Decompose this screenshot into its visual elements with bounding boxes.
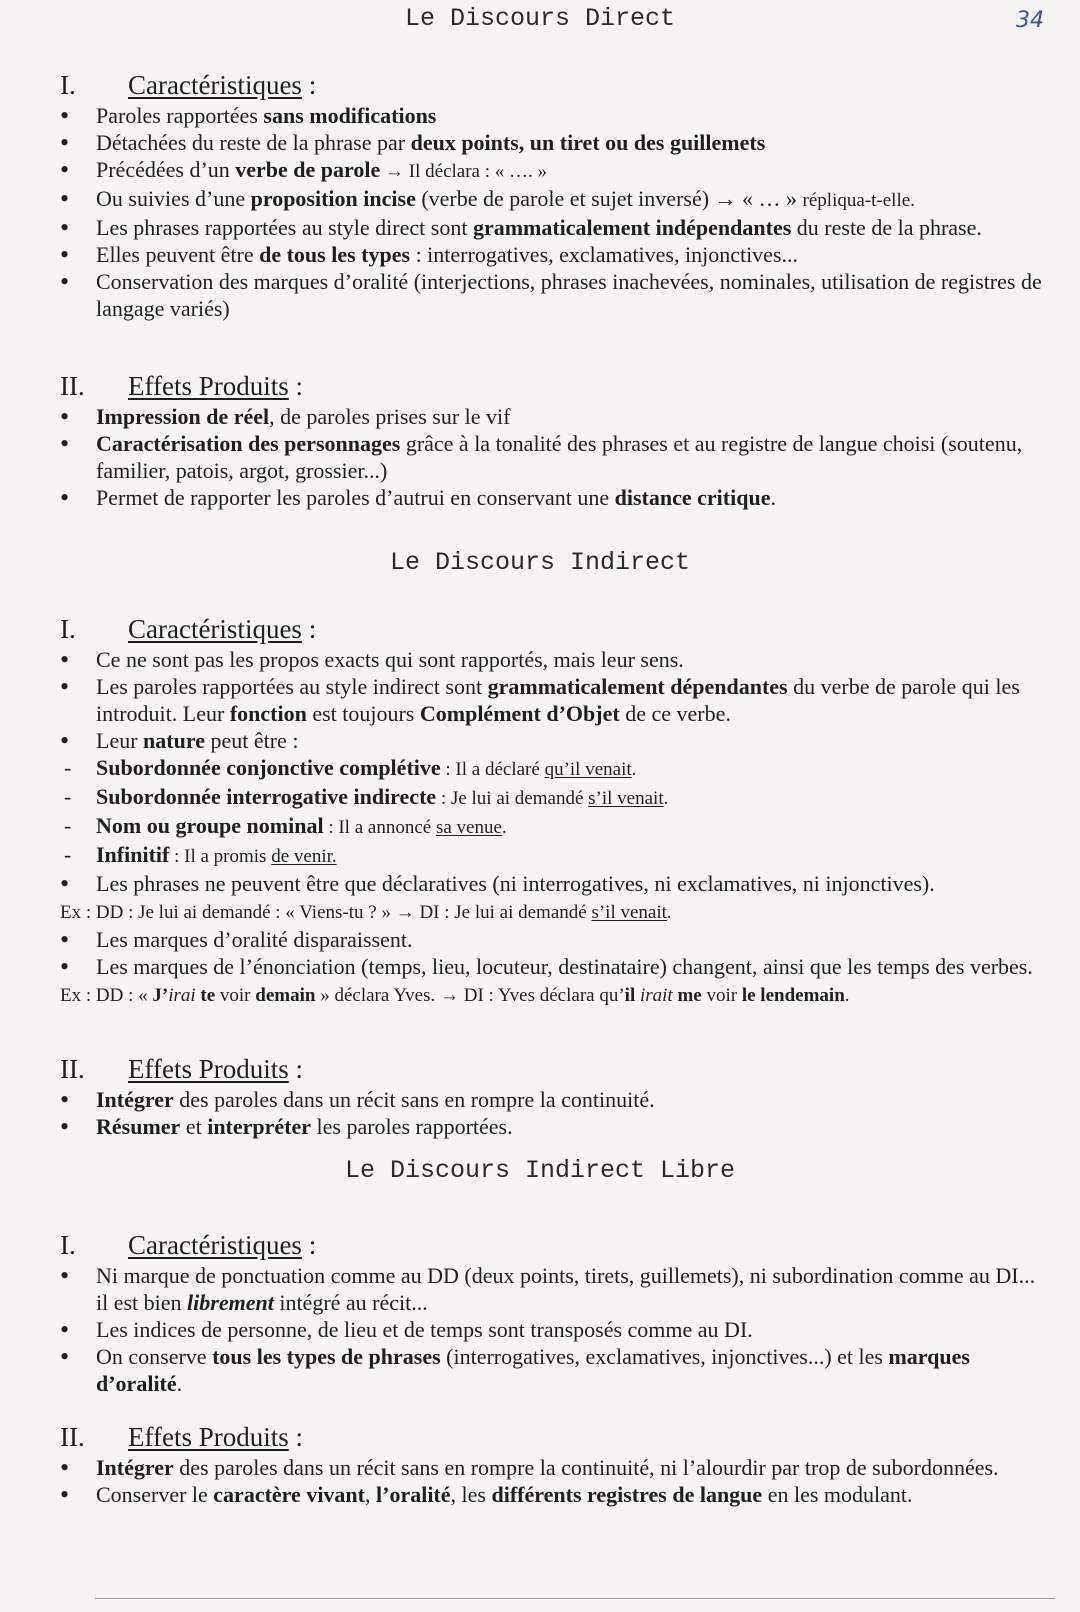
text-segment: irait (639, 985, 673, 1006)
bullet-icon (60, 129, 69, 157)
text-segment: : Il a promis (169, 846, 272, 867)
text-segment: . (631, 759, 637, 780)
text-segment: : Il a annoncé (323, 817, 436, 838)
text-segment: de tous les types (259, 242, 411, 267)
heading-number: II. (60, 1054, 85, 1084)
text-segment: → Il déclara : « …. » (380, 161, 548, 182)
bullet-icon (60, 214, 69, 242)
text-segment: de venir. (271, 846, 337, 867)
bullet-icon (60, 156, 69, 184)
text-segment: irai (168, 985, 196, 1006)
heading-number: I. (60, 614, 76, 644)
text-segment: est toujours (306, 701, 420, 726)
heading-label: Caractéristiques : (128, 70, 317, 100)
text-segment: Permet de rapporter les paroles d’autrui en conservant une (96, 485, 615, 510)
list-item (60, 1481, 1050, 1508)
text-segment: , les (450, 1482, 492, 1507)
bullet-icon (60, 727, 69, 755)
text-segment: intégré au récit... (273, 1290, 428, 1315)
text-segment: Les paroles rapportées au style indirect sont (96, 674, 488, 699)
list-caracteristiques-dd (60, 102, 1050, 322)
text-segment: marques d’oralité (96, 1344, 970, 1396)
bullet-icon (60, 1113, 69, 1141)
bullet-icon (60, 646, 69, 674)
text-segment: s’il venait (591, 902, 667, 923)
text-segment: Leur (96, 728, 144, 753)
text-segment: . (176, 1371, 183, 1396)
bullet-icon (60, 102, 69, 130)
text-segment: caractère vivant (213, 1482, 365, 1507)
bullet-icon (60, 1481, 69, 1509)
list-item (60, 1086, 1050, 1113)
text-segment: Les marques de l’énonciation (temps, lieu, locuteur, destinataire) changent, ainsi que les temps des verbes. (96, 954, 1033, 979)
text-segment: Les indices de personne, de lieu et de temps sont transposés comme au DI. (96, 1317, 753, 1342)
text-segment: grâce à la tonalité des phrases et au registre de langue choisi (soutenu, familier, patois, argot, grossier...) (96, 431, 1023, 483)
list-item (60, 953, 1050, 980)
text-segment: Elles peuvent être (96, 242, 260, 267)
page-bottom-rule (95, 1598, 1055, 1599)
text-segment: tous les types de phrases (212, 1344, 441, 1369)
text-segment: Subordonnée conjonctive complétive (96, 755, 441, 780)
list-item (60, 646, 1050, 673)
list-item (60, 268, 1050, 322)
text-segment: du reste de la phrase. (791, 215, 982, 240)
text-segment: et (180, 1114, 208, 1139)
text-segment: Intégrer (96, 1455, 174, 1480)
text-segment: Précédées d’un (96, 157, 236, 182)
text-segment: des paroles dans un récit sans en rompre la continuité. (173, 1087, 655, 1112)
text-segment: , (365, 1482, 376, 1507)
list-caracteristiques-dil (60, 1262, 1050, 1397)
text-segment: il (624, 985, 636, 1006)
text-segment: nature (143, 728, 205, 753)
dash-icon (60, 783, 71, 810)
text-segment: Nom ou groupe nominal (96, 813, 324, 838)
text-segment: demain (255, 985, 316, 1006)
text-segment: J’ (152, 985, 169, 1006)
list-item (60, 870, 1050, 897)
heading-number: I. (60, 70, 76, 100)
heading-label: Effets Produits : (128, 1422, 304, 1452)
text-segment: en les modulant. (762, 1482, 913, 1507)
list-item (60, 754, 1050, 783)
list-caracteristiques-di (60, 646, 1050, 1009)
text-segment: des paroles dans un récit sans en rompre la continuité, ni l’alourdir par trop de subordonnées. (173, 1455, 999, 1480)
text-segment: (verbe de parole et sujet inversé) → « … » (415, 186, 803, 211)
text-segment: te (195, 985, 216, 1006)
list-item (60, 102, 1050, 129)
text-segment: proposition incise (250, 186, 416, 211)
bullet-icon (60, 870, 69, 898)
list-item (60, 185, 1050, 214)
list-item (60, 673, 1050, 727)
text-segment: Ex : DD : « (60, 985, 153, 1006)
bullet-icon (60, 430, 69, 458)
text-segment: sa venue (435, 817, 502, 838)
text-segment: : interrogatives, exclamatives, injonctives... (410, 242, 799, 267)
page-number: 34 (1016, 8, 1044, 33)
section-title-discours-indirect-libre: Le Discours Indirect Libre (344, 1156, 736, 1185)
text-segment: répliqua-t-elle. (802, 190, 915, 211)
bullet-icon (60, 1343, 69, 1371)
dash-icon (60, 754, 71, 781)
bullet-icon (60, 1316, 69, 1344)
text-segment: me (672, 985, 702, 1006)
text-segment: qu’il venait (544, 759, 632, 780)
bullet-icon (60, 1454, 69, 1482)
text-segment: grammaticalement indépendantes (472, 215, 792, 240)
text-segment: On conserve (96, 1344, 213, 1369)
text-segment: sans modifications (263, 103, 437, 128)
text-segment: librement (187, 1290, 274, 1315)
text-segment: . (666, 902, 672, 923)
bullet-icon (60, 1262, 69, 1290)
list-item (60, 926, 1050, 953)
list-effets-di (60, 1086, 1050, 1140)
heading-label: Caractéristiques : (128, 614, 317, 644)
text-segment: » déclara Yves. → DI : Yves déclara qu’ (315, 985, 625, 1006)
heading-label: Caractéristiques : (128, 1230, 317, 1260)
text-segment: du verbe de parole qui les introduit. Leur (96, 674, 1020, 726)
text-segment: : Je lui ai demandé (436, 788, 589, 809)
bullet-icon (60, 403, 69, 431)
list-item (60, 403, 1050, 430)
bullet-icon (60, 953, 69, 981)
text-segment: Conservation des marques d’oralité (interjections, phrases inachevées, nominales, utilisation de registres de langage variés) (96, 269, 1042, 321)
text-segment: s’il venait (588, 788, 664, 809)
text-segment: Intégrer (96, 1087, 174, 1112)
list-item (60, 1262, 1050, 1316)
text-segment: : Il a déclaré (440, 759, 545, 780)
text-segment: Détachées du reste de la phrase par (96, 130, 411, 155)
text-segment: Paroles rapportées (96, 103, 264, 128)
list-item (60, 1343, 1050, 1397)
text-segment: Ni marque de ponctuation comme au DD (deux points, tirets, guillemets), ni subordination comme au DI... il est bien (96, 1263, 1036, 1315)
text-segment: Complément d’Objet (419, 701, 620, 726)
text-segment: Infinitif (96, 842, 170, 867)
text-segment: . (501, 817, 507, 838)
text-segment: . (663, 788, 669, 809)
bullet-icon (60, 268, 69, 296)
heading-number: II. (60, 1422, 85, 1452)
text-segment: grammaticalement dépendantes (487, 674, 788, 699)
list-item (60, 783, 1050, 812)
list-item (60, 841, 1050, 870)
list-item (60, 214, 1050, 241)
dash-icon (60, 812, 71, 839)
bullet-icon (60, 1086, 69, 1114)
section-title-discours-direct: Le Discours Direct (404, 4, 676, 33)
text-segment: de ce verbe. (619, 701, 731, 726)
text-segment: deux points, un tiret ou des guillemets (410, 130, 766, 155)
bullet-icon (60, 484, 69, 512)
text-segment: distance critique (614, 485, 771, 510)
bullet-icon (60, 241, 69, 269)
heading-label: Effets Produits : (128, 371, 304, 401)
text-segment: Ce ne sont pas les propos exacts qui sont rapportés, mais leur sens. (96, 647, 684, 672)
text-segment: verbe de parole (235, 157, 381, 182)
text-segment: différents registres de langue (491, 1482, 763, 1507)
bullet-icon (60, 673, 69, 701)
list-item (60, 1113, 1050, 1140)
list-item (60, 430, 1050, 484)
list-effets-dil (60, 1454, 1050, 1508)
text-segment: fonction (229, 701, 307, 726)
list-item (60, 241, 1050, 268)
heading-number: I. (60, 1230, 76, 1260)
text-segment: Conserver le (96, 1482, 214, 1507)
text-segment: peut être : (204, 728, 299, 753)
text-segment: voir (215, 985, 256, 1006)
text-segment: les paroles rapportées. (311, 1114, 513, 1139)
list-item (60, 812, 1050, 841)
bullet-icon (60, 185, 69, 213)
list-item (60, 1454, 1050, 1481)
example-line (60, 980, 1050, 1009)
text-segment: Caractérisation des personnages (96, 431, 401, 456)
text-segment: Résumer (96, 1114, 181, 1139)
list-item (60, 156, 1050, 185)
text-segment: voir (701, 985, 742, 1006)
text-segment: Les phrases ne peuvent être que déclaratives (ni interrogatives, ni exclamatives, ni injonctives). (96, 871, 935, 896)
text-segment: Subordonnée interrogative indirecte (96, 784, 437, 809)
text-segment: le lendemain (741, 985, 845, 1006)
bullet-icon (60, 926, 69, 954)
text-segment: . (770, 485, 776, 510)
text-segment: Impression de réel (96, 404, 270, 429)
list-item (60, 727, 1050, 754)
list-item (60, 129, 1050, 156)
list-item (60, 1316, 1050, 1343)
dash-icon (60, 841, 71, 868)
text-segment: , de paroles prises sur le vif (269, 404, 511, 429)
text-segment: Les marques d’oralité disparaissent. (96, 927, 413, 952)
example-line (60, 897, 1050, 926)
heading-label: Effets Produits : (128, 1054, 304, 1084)
list-item (60, 484, 1050, 511)
text-segment: (interrogatives, exclamatives, injonctives...) et les (440, 1344, 889, 1369)
text-segment: . (844, 985, 850, 1006)
list-effets-dd (60, 403, 1050, 511)
text-segment: l’oralité (376, 1482, 451, 1507)
text-segment: Ex : DD : Je lui ai demandé : « Viens-tu ? » → DI : Je lui ai demandé (60, 902, 592, 923)
text-segment: interpréter (207, 1114, 312, 1139)
section-title-discours-indirect: Le Discours Indirect (389, 548, 691, 577)
text-segment: Ou suivies d’une (96, 186, 251, 211)
heading-number: II. (60, 371, 85, 401)
text-segment: Les phrases rapportées au style direct sont (96, 215, 473, 240)
